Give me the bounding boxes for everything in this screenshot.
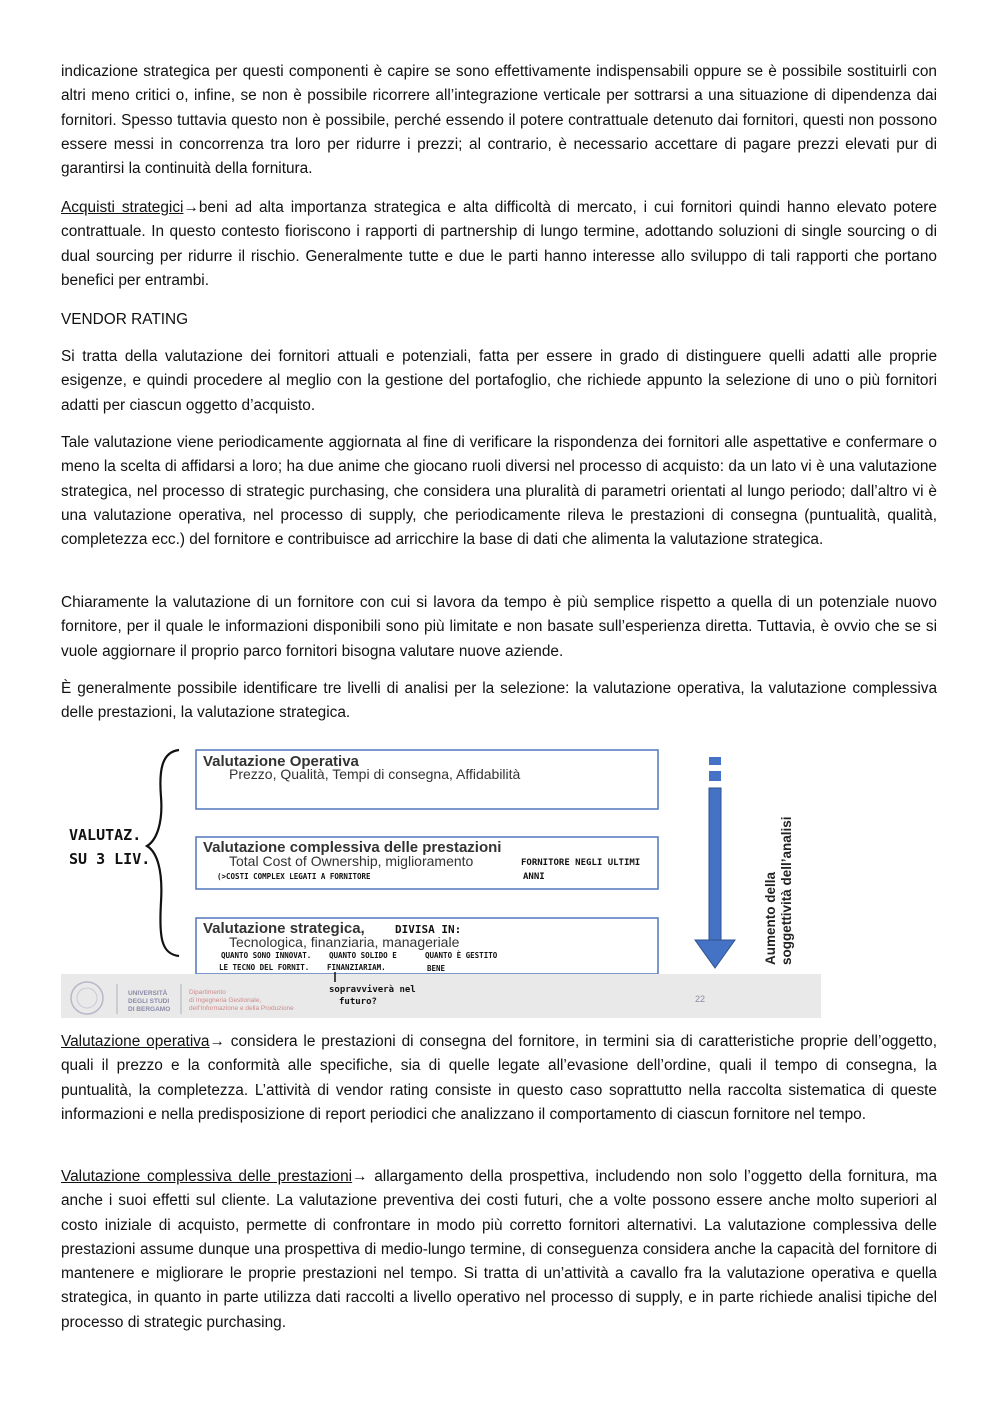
- paragraph-2-text: beni ad alta importanza strategica e alta difficoltà di mercato, i cui fornitori quindi hanno elevato potere contrattuale. In questo contesto fioriscono i rapporti di partnership di lungo termine, adottando soluzioni di single sourcing o di dual sourcing per ridurre il rischio. Generalmente tutte e due le parti hanno interesse allo sviluppo di tali rapporti che portano benefici per entrambi.: [61, 199, 937, 289]
- paragraph-valutazione-operativa: [61, 1030, 937, 1127]
- heading-vendor-rating: VENDOR RATING: [61, 311, 189, 328]
- term-valutazione-operativa: Valutazione operativa: [61, 1033, 210, 1050]
- paragraph-6-text: È generalmente possibile identificare tre livelli di analisi per la selezione: la valutazione operativa, la valutazione complessiva delle prestazioni, la valutazione strategica.: [61, 680, 937, 722]
- paragraph-5-text: Chiaramente la valutazione di un fornitore con cui si lavora da tempo è più semplice rispetto a quella di un potenziale nuovo fornitore, per il quale le informazioni disponibili sono più limitate e non basate sull’esperienza diretta. Tuttavia, è ovvio che se si vuole aggiornare il proprio parco fornitori bisogna valutare nuove aziende.: [61, 594, 937, 660]
- paragraph-8-text: allargamento della prospettiva, includendo non solo l’oggetto della fornitura, ma anche i suoi effetti sul cliente. La valutazione preventiva dei costi futuri, che a volte possono essere anche molto superiori al costo iniziale di acquisto, permette di confrontare in modo più corretto fornitori alternativi. La valutazione complessiva delle prestazioni assume dunque una prospettiva di medio-lungo termine, di conseguenza considera anche la capacità del fornitore di mantenere e migliorare le proprie prestazioni nel tempo. Si tratta di un’attività a cavallo fra la valutazione operativa e quella strategica, in quanto in parte utilizza dati raccolti a livello operativo nel processo di supply, e in parte richiede analisi tipiche del processo di strategic purchasing.: [61, 1168, 938, 1331]
- slide-page-number: 22: [695, 994, 706, 1004]
- handwritten-under2-line2: FINANZIARIAM.: [327, 963, 386, 972]
- handwritten-box2-note1: FORNITORE NEGLI ULTIMI: [521, 858, 641, 868]
- paragraph-valutazione-complessiva: [61, 1165, 937, 1335]
- paragraph-7-text: considera le prestazioni di consegna del fornitore, in termini sia di caratteristiche proprie dell’oggetto, quali il prezzo e la conformità alle specifiche, sia di quelle legate all’evasione dell’ordine, quali il tempo di consegna, la puntualità, la completezza. L’attività di vendor rating consiste in questo caso soprattutto nella raccolta sistematica di queste informazioni e nella predisposizione di report periodici che analizzano il comportamento di ciascun fornitore nel tempo.: [61, 1033, 937, 1123]
- footer-dept-line2: di Ingegneria Gestionale,: [189, 997, 262, 1004]
- box-complessiva-subtitle: Total Cost of Ownership, miglioramento: [229, 853, 474, 869]
- handwritten-under1-line1: QUANTO SONO INNOVAT.: [221, 951, 312, 960]
- paragraph-3: [61, 345, 937, 418]
- box-strategica-title: Valutazione strategica,: [203, 920, 365, 937]
- handwritten-box2-note3: (>COSTI COMPLEX LEGATI A FORNITORE: [217, 872, 371, 881]
- box-operativa-subtitle: Prezzo, Qualità, Tempi di consegna, Affidabilità: [229, 766, 521, 782]
- footer-dept-line3: dell’Informazione e della Produzione: [189, 1005, 294, 1012]
- slide-footer: [61, 974, 821, 1018]
- paragraph-acquisti-strategici: [61, 196, 937, 293]
- handwritten-bottom-line1: sopravviverà nel: [329, 985, 416, 995]
- arrow-label-line2: soggettività dell’analisi: [779, 816, 794, 965]
- paragraph-5: [61, 591, 937, 664]
- paragraph-1: [61, 60, 937, 181]
- box-complessiva-title: Valutazione complessiva delle prestazioni: [203, 839, 502, 856]
- handwritten-left-line1: VALUTAZ.: [69, 826, 142, 844]
- handwritten-box3-note: DIVISA IN:: [395, 923, 462, 936]
- handwritten-bottom-line2: futuro?: [339, 997, 377, 1007]
- arrow-shaft: [709, 788, 721, 940]
- term-valutazione-complessiva: Valutazione complessiva delle prestazioni: [61, 1168, 353, 1185]
- paragraph-6: [61, 677, 937, 726]
- box-strategica-subtitle: Tecnologica, finanziaria, manageriale: [229, 934, 460, 950]
- handwritten-under2-line1: QUANTO SOLIDO E: [329, 951, 397, 960]
- arrow-icon: →: [352, 1168, 368, 1185]
- handwritten-under3-line1: QUANTO È GESTITO: [425, 951, 498, 960]
- arrow-label-line1: Aumento della: [763, 871, 778, 965]
- footer-uni-line3: DI BERGAMO: [128, 1006, 171, 1013]
- handwritten-under3-line2: BENE: [427, 964, 446, 973]
- figure-svg: [61, 742, 821, 1018]
- handwritten-box2-note2: ANNI: [523, 872, 545, 882]
- paragraph-1-text: indicazione strategica per questi componenti è capire se sono effettivamente indispensabili oppure se è possibile sostituirli con altri meno critici o, infine, se non è possibile ricorrere all’integrazione verticale per sottrarsi a una situazione di dipendenza dai fornitori. Spesso tuttavia questo non è possibile, perché essendo il potere contrattuale detenuto dai fornitori, questi non possono essere messi in concorrenza tra loro per ridurre i prezzi; al contrario, è necessario accettare di pagare prezzi elevati pur di garantirsi la continuità della fornitura.: [61, 63, 937, 178]
- handwritten-left-line2: SU 3 LIV.: [69, 850, 151, 868]
- term-acquisti-strategici: Acquisti strategici: [61, 199, 184, 216]
- section-heading: [61, 308, 937, 332]
- handwritten-under1-line2: LE TECNO DEL FORNIT.: [219, 963, 310, 972]
- arrow-dash-2: [709, 771, 721, 781]
- footer-uni-line1: UNIVERSITÀ: [128, 990, 168, 997]
- paragraph-3-text: Si tratta della valutazione dei fornitori attuali e potenziali, fatta per essere in grado di distinguere quelli adatti alle proprie esigenze, e quindi procedere al meglio con la gestione del portafoglio, che richiede appunto la selezione di uno o più fornitori adatti per ciascun oggetto d’acquisto.: [61, 348, 937, 414]
- paragraph-4-text: Tale valutazione viene periodicamente aggiornata al fine di verificare la rispondenza dei fornitori alle aspettative e confermare o meno la scelta di affidarsi a loro; ha due anime che giocano ruoli diversi nel processo di acquisto: da un lato vi è una valutazione strategica, nel processo di strategic purchasing, che considera una pluralità di parametri orientati al lungo periodo; dall’altro vi è una valutazione operativa, nel processo di supply, che periodicamente rileva le prestazioni di consegna (puntualità, qualità, completezza ecc.) del fornitore e contribuisce ad arricchire la base di dati che alimenta la valutazione strategica.: [61, 434, 937, 549]
- arrow-icon: →: [209, 1033, 225, 1050]
- arrow-dash-1: [709, 757, 721, 765]
- footer-uni-line2: DEGLI STUDI: [128, 998, 170, 1005]
- arrow-icon: →: [183, 199, 199, 216]
- paragraph-4: [61, 431, 937, 552]
- vendor-rating-figure: [61, 742, 821, 1018]
- box-operativa-title: Valutazione Operativa: [203, 753, 359, 770]
- footer-dept-line1: Dipartimento: [189, 989, 226, 996]
